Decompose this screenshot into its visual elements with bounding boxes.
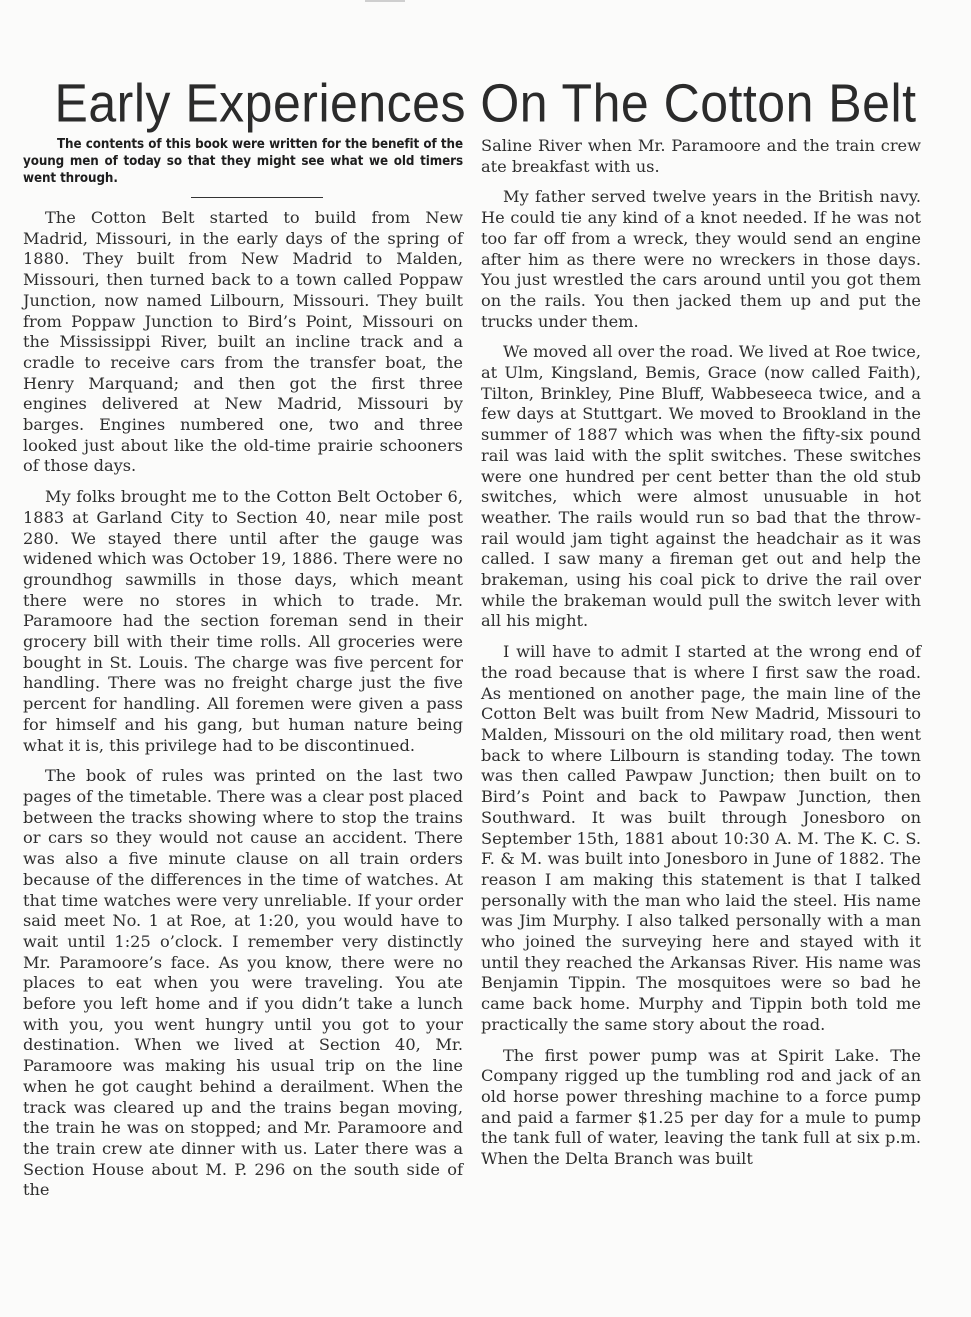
right-column bbox=[481, 136, 921, 1180]
paragraph: I will have to admit I started at the wrong end of the road because that is where I first saw the road. As mentioned on another page, the main line of the Cotton Belt was built from New Madrid, Missouri to Malden, Missouri on the old military road, then went back to where Lilbourn is standing today. The town was then called Pawpaw Junction; then built on to Bird’s Point and back to Pawpaw Junction, then Southward. It was built through Jonesboro on September 15th, 1881 about 10:30 A. M. The K. C. S. F. & M. was built into Jonesboro in June of 1882. The reason I am making this statement is that I talked personally with the man who laid the steel. His name was Jim Murphy. I also talked personally with a man who joined the surveying here and stayed with it until they reached the Arkansas River. His name was Benjamin Tippin. The mosquitoes were so bad he came back home. Murphy and Tippin both told me practically the same story about the road. bbox=[481, 642, 921, 1034]
paragraph: The first power pump was at Spirit Lake. The Company rigged up the tumbling rod and jack of an old horse power threshing machine to a force pump and paid a farmer $1.25 per day for a mule to pump the tank full of water, leaving the tank full at six p.m. When the Delta Branch was built bbox=[481, 1045, 921, 1169]
scan-artifact bbox=[365, 0, 405, 2]
paragraph: My folks brought me to the Cotton Belt October 6, 1883 at Garland City to Section 40, near mile post 280. We stayed there until after the gauge was widened which was October 19, 1886. There were no groundhog sawmills in those days, which meant there were no stores in which to trade. Mr. Paramoore had the section foreman send in their grocery bill with their time rolls. All groceries were bought in St. Louis. The charge was five percent for handling. There was no freight charge just the five percent for handling. All foremen were given a pass for himself and his gang, but human nature being what it is, this privilege had to be discontinued. bbox=[23, 487, 463, 755]
left-column bbox=[23, 136, 463, 1211]
intro-note: The contents of this book were written for the benefit of the young men of today so that they might see what we old timers went through. bbox=[23, 137, 463, 186]
paragraph: My father served twelve years in the British navy. He could tie any kind of a knot needed. If he was not too far off from a wreck, they would send an engine after him as there were no wreckers in those days. You just wrestled the cars around until you got them on the rails. You then jacked them up and put the trucks under them. bbox=[481, 187, 921, 331]
page-title: Early Experiences On The Cotton Belt bbox=[54, 73, 917, 134]
continued-paragraph: Saline River when Mr. Paramoore and the train crew ate breakfast with us. bbox=[481, 136, 921, 176]
section-divider bbox=[191, 197, 323, 198]
paragraph: The book of rules was printed on the last two pages of the timetable. There was a clear post placed between the tracks showing where to stop the trains or cars so they would not cause an accident. There was also a five minute clause on all train orders because of the differences in the time of watches. At that time watches were very unreliable. If your order said meet No. 1 at Roe, at 1:20, you would have to wait until 1:25 o’clock. I remember very distinctly Mr. Paramoore’s face. As you know, there were no places to eat when you were traveling. You ate before you left home and if you didn’t take a lunch with you, you went hungry until you got to your destination. When we lived at Section 40, Mr. Paramoore was making his usual trip on the line when he got caught behind a derailment. When the track was cleared up and the trains began moving, the train he was on stopped; and Mr. Paramoore and the train crew ate dinner with us. Later there was a Section House about M. P. 296 on the south side of the bbox=[23, 766, 463, 1200]
paragraph: The Cotton Belt started to build from New Madrid, Missouri, in the early days of the spring of 1880. They built from New Madrid to Malden, Missouri, then turned back to a town called Poppaw Junction, now named Lilbourn, Missouri. They built from Poppaw Junction to Bird’s Point, Missouri on the Mississippi River, built an incline track and a cradle to receive cars from the transfer boat, the Henry Marquand; and then got the first three engines delivered at New Madrid, Missouri by barges. Engines numbered one, two and three looked just about like the old-time prairie schooners of those days. bbox=[23, 208, 463, 476]
paragraph: We moved all over the road. We lived at Roe twice, at Ulm, Kingsland, Bemis, Grace (now called Faith), Tilton, Brinkley, Pine Bluff, Wabbeseeca twice, and a few days at Stuttgart. We moved to Brookland in the summer of 1887 which was when the fifty-six pound rail was laid with the split switches. These switches were one hundred per cent better than the old stub switches, which were almost unusuable in hot weather. The rails would run so bad that the throw-rail would jam tight against the headchair as it was called. I saw many a fireman get out and help the brakeman, using his coal pick to drive the rail over while the brakeman would pull the switch lever with all his might. bbox=[481, 342, 921, 631]
